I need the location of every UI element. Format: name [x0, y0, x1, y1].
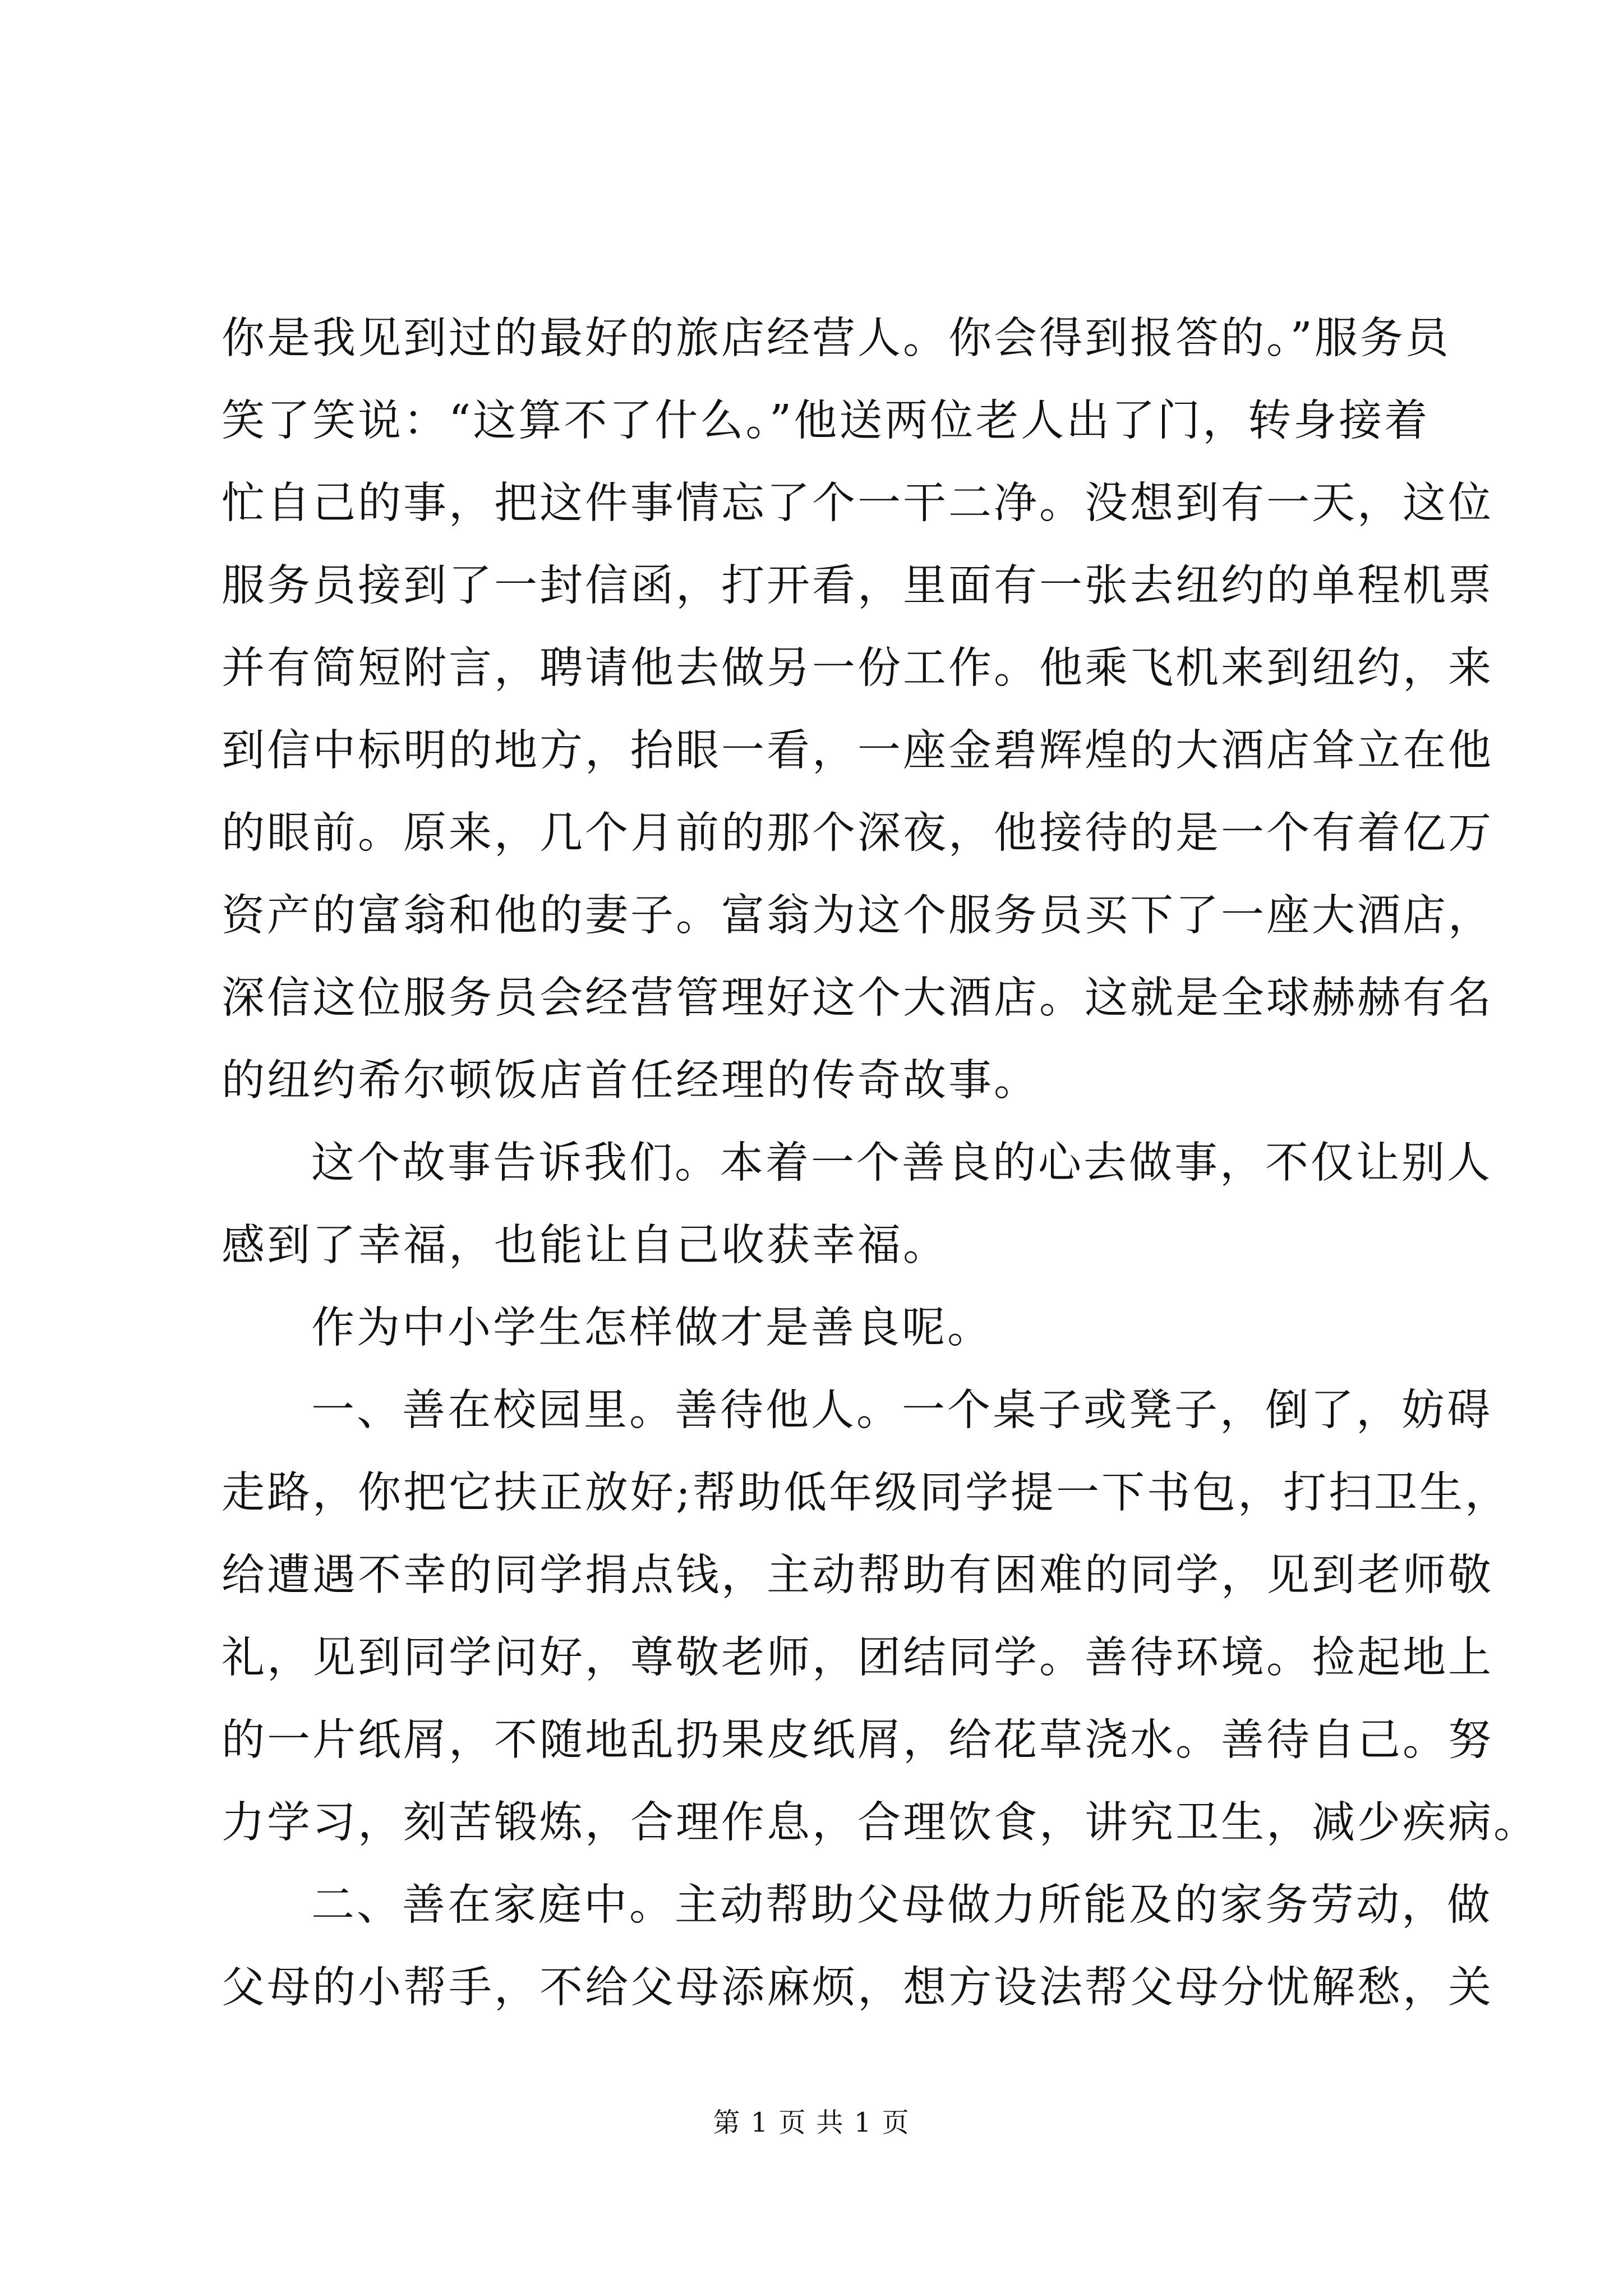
page-number-footer: 第 1 页 共 1 页 — [713, 2107, 910, 2138]
text-line: 深信这位服务员会经营管理好这个大酒店。这就是全球赫赫有名 — [222, 973, 1493, 1023]
text-line: 走路，你把它扶正放好;帮助低年级同学提一下书包，打扫卫生， — [222, 1468, 1510, 1518]
paragraph-first-line: 一、善在校园里。善待他人。一个桌子或凳子，倒了，妨碍 — [311, 1386, 1492, 1435]
paragraph-first-line: 二、善在家庭中。主动帮助父母做力所能及的家务劳动，做 — [311, 1880, 1492, 1930]
text-line: 服务员接到了一封信函，打开看，里面有一张去纽约的单程机票 — [222, 561, 1493, 611]
text-line: 父母的小帮手，不给父母添麻烦，想方设法帮父母分忧解愁，关 — [222, 1963, 1493, 2013]
text-line: 的眼前。原来，几个月前的那个深夜，他接待的是一个有着亿万 — [222, 808, 1493, 858]
text-line: 到信中标明的地方，抬眼一看，一座金碧辉煌的大酒店耸立在他 — [222, 726, 1493, 776]
text-line: 资产的富翁和他的妻子。富翁为这个服务员买下了一座大酒店， — [222, 891, 1493, 941]
paragraph-first-line: 作为中小学生怎样做才是善良呢。 — [311, 1303, 993, 1353]
text-line: 感到了幸福，也能让自己收获幸福。 — [222, 1221, 948, 1271]
text-line: 笑了笑说：“这算不了什么。”他送两位老人出了门，转身接着 — [222, 396, 1430, 446]
document-body — [222, 297, 1539, 2029]
text-line: 的纽约希尔顿饭店首任经理的传奇故事。 — [222, 1056, 1039, 1106]
paragraph-first-line: 这个故事告诉我们。本着一个善良的心去做事，不仅让别人 — [311, 1138, 1492, 1188]
text-line: 礼，见到同学问好，尊敬老师，团结同学。善待环境。捡起地上 — [222, 1633, 1493, 1683]
text-line: 给遭遇不幸的同学捐点钱，主动帮助有困难的同学，见到老师敬 — [222, 1550, 1493, 1600]
text-line: 并有简短附言，聘请他去做另一份工作。他乘飞机来到纽约，来 — [222, 643, 1493, 693]
text-line: 力学习，刻苦锻炼，合理作息，合理饮食，讲究卫生，减少疾病。 — [222, 1798, 1539, 1848]
text-line: 的一片纸屑，不随地乱扔果皮纸屑，给花草浇水。善待自己。努 — [222, 1715, 1493, 1765]
text-line: 忙自己的事，把这件事情忘了个一干二净。没想到有一天，这位 — [222, 478, 1493, 528]
text-line: 你是我见到过的最好的旅店经营人。你会得到报答的。”服务员 — [222, 314, 1451, 364]
